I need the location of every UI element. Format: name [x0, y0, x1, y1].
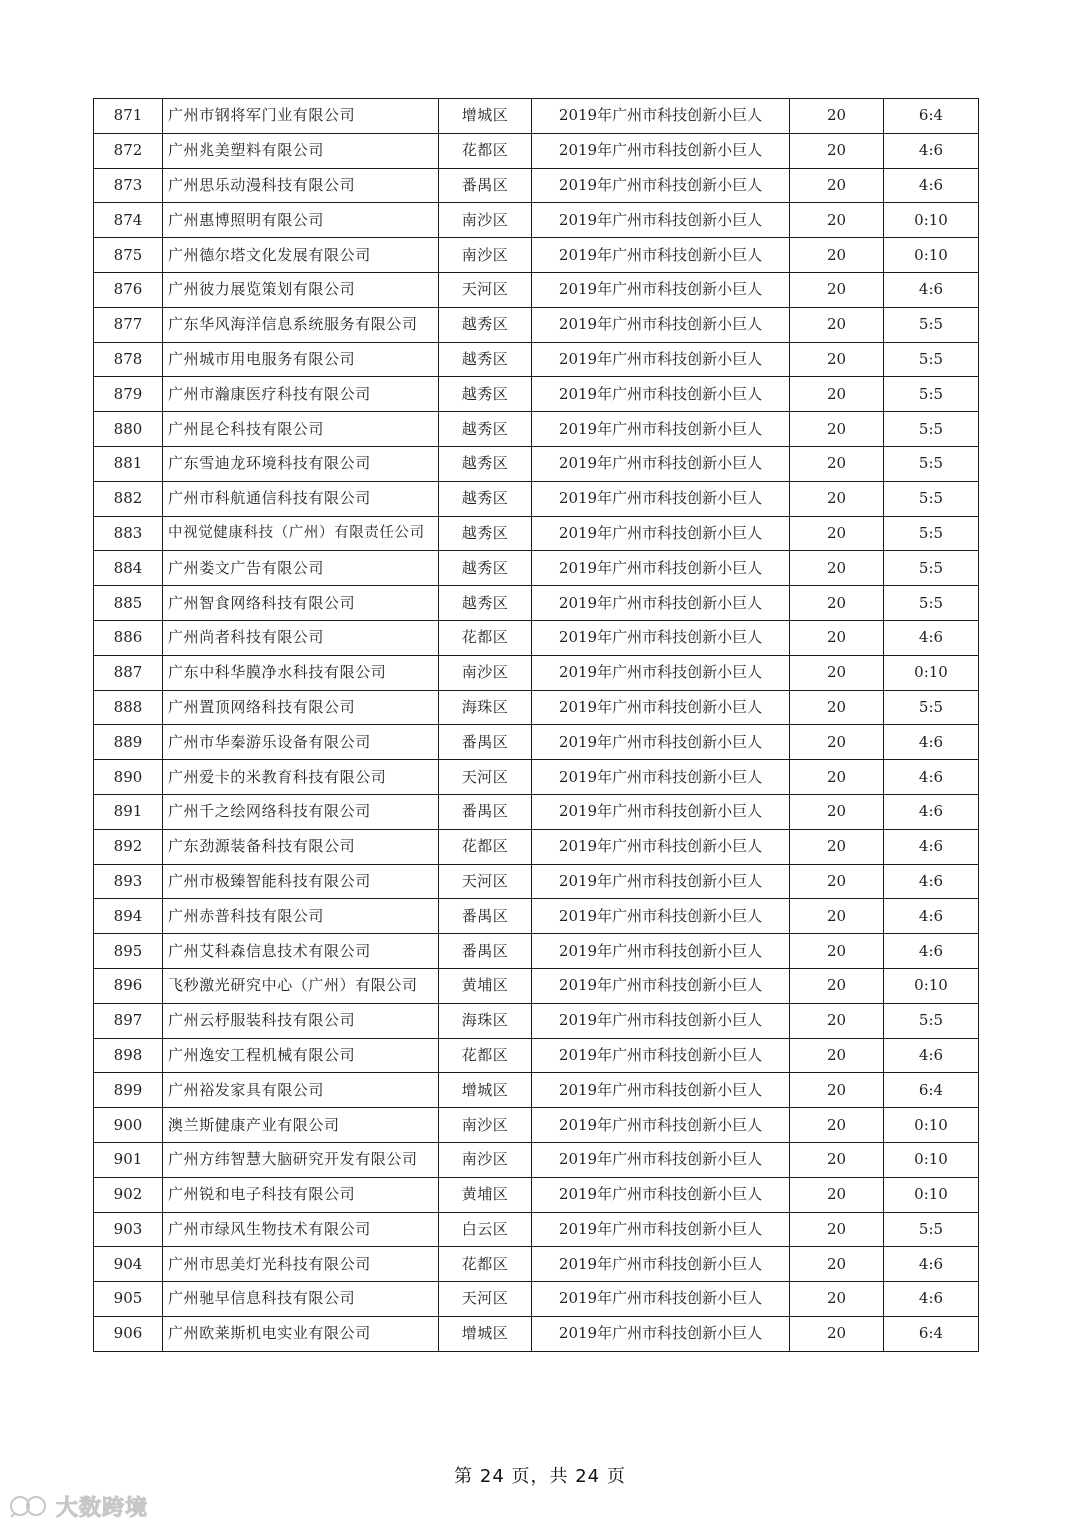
- row-number-cell: 901: [94, 1142, 163, 1177]
- funding-amount-cell: 20: [790, 1038, 884, 1073]
- row-number-cell: 879: [94, 377, 163, 412]
- funding-ratio-cell: 4:6: [884, 794, 979, 829]
- district-cell: 番禺区: [439, 725, 532, 760]
- district-cell: 南沙区: [439, 1142, 532, 1177]
- funding-ratio-cell: 4:6: [884, 272, 979, 307]
- funding-ratio-cell: 5:5: [884, 1212, 979, 1247]
- award-title-cell: 2019年广州市科技创新小巨人: [532, 968, 790, 1003]
- funding-ratio-cell: 4:6: [884, 760, 979, 795]
- row-number-cell: 881: [94, 446, 163, 481]
- table-body: [94, 99, 979, 1352]
- company-name-cell: 广州市思美灯光科技有限公司: [163, 1247, 439, 1282]
- funding-amount-cell: 20: [790, 133, 884, 168]
- company-name-cell: 飞秒激光研究中心（广州）有限公司: [163, 968, 439, 1003]
- row-number-cell: 906: [94, 1316, 163, 1351]
- district-cell: 南沙区: [439, 1108, 532, 1143]
- company-name-cell: 澳兰斯健康产业有限公司: [163, 1108, 439, 1143]
- row-number-cell: 902: [94, 1177, 163, 1212]
- company-name-cell: 广东华风海洋信息系统服务有限公司: [163, 307, 439, 342]
- award-title-cell: 2019年广州市科技创新小巨人: [532, 760, 790, 795]
- row-number-cell: 875: [94, 238, 163, 273]
- district-cell: 越秀区: [439, 516, 532, 551]
- row-number-cell: 873: [94, 168, 163, 203]
- award-title-cell: 2019年广州市科技创新小巨人: [532, 1212, 790, 1247]
- row-number-cell: 894: [94, 899, 163, 934]
- award-title-cell: 2019年广州市科技创新小巨人: [532, 1073, 790, 1108]
- page-footer: [0, 1462, 1080, 1488]
- award-title-cell: 2019年广州市科技创新小巨人: [532, 307, 790, 342]
- award-title-cell: 2019年广州市科技创新小巨人: [532, 586, 790, 621]
- company-name-cell: 广州尚者科技有限公司: [163, 620, 439, 655]
- award-title-cell: 2019年广州市科技创新小巨人: [532, 655, 790, 690]
- funding-amount-cell: 20: [790, 342, 884, 377]
- row-number-cell: 900: [94, 1108, 163, 1143]
- table-row: [94, 133, 979, 168]
- district-cell: 南沙区: [439, 203, 532, 238]
- award-title-cell: 2019年广州市科技创新小巨人: [532, 620, 790, 655]
- district-cell: 花都区: [439, 133, 532, 168]
- funding-amount-cell: 20: [790, 272, 884, 307]
- district-cell: 黄埔区: [439, 968, 532, 1003]
- award-title-cell: 2019年广州市科技创新小巨人: [532, 829, 790, 864]
- district-cell: 白云区: [439, 1212, 532, 1247]
- table-row: [94, 238, 979, 273]
- table-row: [94, 412, 979, 447]
- row-number-cell: 886: [94, 620, 163, 655]
- award-title-cell: 2019年广州市科技创新小巨人: [532, 1142, 790, 1177]
- district-cell: 增城区: [439, 1316, 532, 1351]
- row-number-cell: 896: [94, 968, 163, 1003]
- award-title-cell: 2019年广州市科技创新小巨人: [532, 412, 790, 447]
- funding-ratio-cell: 4:6: [884, 725, 979, 760]
- table-row: [94, 1212, 979, 1247]
- company-name-cell: 广州云杼服装科技有限公司: [163, 1003, 439, 1038]
- table-row: [94, 968, 979, 1003]
- table-row: [94, 377, 979, 412]
- row-number-cell: 872: [94, 133, 163, 168]
- table-row: [94, 481, 979, 516]
- award-title-cell: 2019年广州市科技创新小巨人: [532, 1038, 790, 1073]
- award-title-cell: 2019年广州市科技创新小巨人: [532, 1003, 790, 1038]
- funding-ratio-cell: 5:5: [884, 377, 979, 412]
- award-title-cell: 2019年广州市科技创新小巨人: [532, 99, 790, 134]
- funding-amount-cell: 20: [790, 829, 884, 864]
- company-name-cell: 广州思乐动漫科技有限公司: [163, 168, 439, 203]
- award-title-cell: 2019年广州市科技创新小巨人: [532, 899, 790, 934]
- funding-amount-cell: 20: [790, 1316, 884, 1351]
- row-number-cell: 899: [94, 1073, 163, 1108]
- funding-amount-cell: 20: [790, 377, 884, 412]
- award-title-cell: 2019年广州市科技创新小巨人: [532, 1177, 790, 1212]
- award-title-cell: 2019年广州市科技创新小巨人: [532, 377, 790, 412]
- funding-ratio-cell: 4:6: [884, 934, 979, 969]
- funding-amount-cell: 20: [790, 899, 884, 934]
- company-name-cell: 广州裕发家具有限公司: [163, 1073, 439, 1108]
- district-cell: 花都区: [439, 1247, 532, 1282]
- table-row: [94, 1247, 979, 1282]
- company-name-cell: 广州城市用电服务有限公司: [163, 342, 439, 377]
- company-name-cell: 广东劲源装备科技有限公司: [163, 829, 439, 864]
- table-row: [94, 760, 979, 795]
- row-number-cell: 876: [94, 272, 163, 307]
- funding-ratio-cell: 0:10: [884, 203, 979, 238]
- table-row: [94, 934, 979, 969]
- funding-amount-cell: 20: [790, 516, 884, 551]
- row-number-cell: 878: [94, 342, 163, 377]
- award-title-cell: 2019年广州市科技创新小巨人: [532, 864, 790, 899]
- company-name-cell: 广州彼力展览策划有限公司: [163, 272, 439, 307]
- row-number-cell: 887: [94, 655, 163, 690]
- table-row: [94, 203, 979, 238]
- award-title-cell: 2019年广州市科技创新小巨人: [532, 342, 790, 377]
- award-title-cell: 2019年广州市科技创新小巨人: [532, 794, 790, 829]
- row-number-cell: 898: [94, 1038, 163, 1073]
- district-cell: 南沙区: [439, 655, 532, 690]
- table-row: [94, 307, 979, 342]
- company-name-cell: 广州德尔塔文化发展有限公司: [163, 238, 439, 273]
- funding-amount-cell: 20: [790, 481, 884, 516]
- district-cell: 越秀区: [439, 307, 532, 342]
- company-name-cell: 中视觉健康科技（广州）有限责任公司: [163, 516, 439, 551]
- table-row: [94, 1073, 979, 1108]
- company-name-cell: 广州昆仑科技有限公司: [163, 412, 439, 447]
- award-title-cell: 2019年广州市科技创新小巨人: [532, 446, 790, 481]
- table-row: [94, 725, 979, 760]
- award-title-cell: 2019年广州市科技创新小巨人: [532, 272, 790, 307]
- funding-ratio-cell: 6:4: [884, 99, 979, 134]
- company-name-cell: 广州逸安工程机械有限公司: [163, 1038, 439, 1073]
- table-row: [94, 1108, 979, 1143]
- company-name-cell: 广州惠博照明有限公司: [163, 203, 439, 238]
- district-cell: 增城区: [439, 99, 532, 134]
- funding-ratio-cell: 5:5: [884, 690, 979, 725]
- district-cell: 天河区: [439, 864, 532, 899]
- company-name-cell: 广州艾科森信息技术有限公司: [163, 934, 439, 969]
- funding-ratio-cell: 5:5: [884, 1003, 979, 1038]
- company-name-cell: 广州驰早信息科技有限公司: [163, 1282, 439, 1317]
- funding-amount-cell: 20: [790, 760, 884, 795]
- enterprise-list-table: [93, 98, 979, 1352]
- row-number-cell: 888: [94, 690, 163, 725]
- row-number-cell: 883: [94, 516, 163, 551]
- district-cell: 番禺区: [439, 794, 532, 829]
- district-cell: 海珠区: [439, 1003, 532, 1038]
- award-title-cell: 2019年广州市科技创新小巨人: [532, 1282, 790, 1317]
- company-name-cell: 广州市绿风生物技术有限公司: [163, 1212, 439, 1247]
- district-cell: 天河区: [439, 272, 532, 307]
- company-name-cell: 广州千之绘网络科技有限公司: [163, 794, 439, 829]
- award-title-cell: 2019年广州市科技创新小巨人: [532, 934, 790, 969]
- district-cell: 番禺区: [439, 934, 532, 969]
- row-number-cell: 897: [94, 1003, 163, 1038]
- table-row: [94, 99, 979, 134]
- funding-ratio-cell: 0:10: [884, 1177, 979, 1212]
- row-number-cell: 891: [94, 794, 163, 829]
- table-row: [94, 1003, 979, 1038]
- award-title-cell: 2019年广州市科技创新小巨人: [532, 516, 790, 551]
- table-row: [94, 899, 979, 934]
- funding-amount-cell: 20: [790, 1108, 884, 1143]
- funding-ratio-cell: 5:5: [884, 481, 979, 516]
- row-number-cell: 884: [94, 551, 163, 586]
- district-cell: 越秀区: [439, 481, 532, 516]
- company-name-cell: 广州欧莱斯机电实业有限公司: [163, 1316, 439, 1351]
- funding-amount-cell: 20: [790, 238, 884, 273]
- row-number-cell: 874: [94, 203, 163, 238]
- funding-amount-cell: 20: [790, 1247, 884, 1282]
- table-row: [94, 1142, 979, 1177]
- table-row: [94, 829, 979, 864]
- funding-amount-cell: 20: [790, 934, 884, 969]
- funding-amount-cell: 20: [790, 655, 884, 690]
- district-cell: 越秀区: [439, 342, 532, 377]
- funding-amount-cell: 20: [790, 690, 884, 725]
- district-cell: 花都区: [439, 1038, 532, 1073]
- funding-ratio-cell: 5:5: [884, 307, 979, 342]
- funding-ratio-cell: 4:6: [884, 620, 979, 655]
- award-title-cell: 2019年广州市科技创新小巨人: [532, 690, 790, 725]
- district-cell: 越秀区: [439, 586, 532, 621]
- funding-amount-cell: 20: [790, 794, 884, 829]
- table-row: [94, 1282, 979, 1317]
- table-row: [94, 655, 979, 690]
- funding-amount-cell: 20: [790, 168, 884, 203]
- table-row: [94, 1316, 979, 1351]
- district-cell: 番禺区: [439, 168, 532, 203]
- funding-ratio-cell: 5:5: [884, 446, 979, 481]
- district-cell: 越秀区: [439, 412, 532, 447]
- company-name-cell: 广州市钢将军门业有限公司: [163, 99, 439, 134]
- funding-ratio-cell: 4:6: [884, 168, 979, 203]
- funding-amount-cell: 20: [790, 307, 884, 342]
- row-number-cell: 877: [94, 307, 163, 342]
- company-name-cell: 广州爱卡的米教育科技有限公司: [163, 760, 439, 795]
- row-number-cell: 880: [94, 412, 163, 447]
- row-number-cell: 892: [94, 829, 163, 864]
- funding-amount-cell: 20: [790, 1212, 884, 1247]
- funding-ratio-cell: 5:5: [884, 412, 979, 447]
- row-number-cell: 882: [94, 481, 163, 516]
- district-cell: 南沙区: [439, 238, 532, 273]
- funding-ratio-cell: 4:6: [884, 1247, 979, 1282]
- district-cell: 花都区: [439, 829, 532, 864]
- funding-ratio-cell: 6:4: [884, 1073, 979, 1108]
- award-title-cell: 2019年广州市科技创新小巨人: [532, 203, 790, 238]
- company-name-cell: 广州市极臻智能科技有限公司: [163, 864, 439, 899]
- funding-ratio-cell: 5:5: [884, 551, 979, 586]
- row-number-cell: 904: [94, 1247, 163, 1282]
- watermark-text: 大数跨境: [56, 1495, 149, 1521]
- row-number-cell: 895: [94, 934, 163, 969]
- company-name-cell: 广州智食网络科技有限公司: [163, 586, 439, 621]
- funding-amount-cell: 20: [790, 725, 884, 760]
- table-row: [94, 516, 979, 551]
- award-title-cell: 2019年广州市科技创新小巨人: [532, 238, 790, 273]
- district-cell: 天河区: [439, 760, 532, 795]
- table-row: [94, 620, 979, 655]
- funding-amount-cell: 20: [790, 1073, 884, 1108]
- award-title-cell: 2019年广州市科技创新小巨人: [532, 1247, 790, 1282]
- funding-amount-cell: 20: [790, 586, 884, 621]
- row-number-cell: 903: [94, 1212, 163, 1247]
- district-cell: 黄埔区: [439, 1177, 532, 1212]
- funding-ratio-cell: 0:10: [884, 655, 979, 690]
- table-row: [94, 551, 979, 586]
- funding-ratio-cell: 6:4: [884, 1316, 979, 1351]
- funding-amount-cell: 20: [790, 99, 884, 134]
- award-title-cell: 2019年广州市科技创新小巨人: [532, 1108, 790, 1143]
- row-number-cell: 905: [94, 1282, 163, 1317]
- company-name-cell: 广州兆美塑料有限公司: [163, 133, 439, 168]
- funding-amount-cell: 20: [790, 446, 884, 481]
- award-title-cell: 2019年广州市科技创新小巨人: [532, 168, 790, 203]
- watermark: [8, 1492, 148, 1520]
- page-number-label: 第 24 页，共 24 页: [454, 1466, 626, 1487]
- table-row: [94, 1038, 979, 1073]
- funding-amount-cell: 20: [790, 1142, 884, 1177]
- company-name-cell: 广州置顶网络科技有限公司: [163, 690, 439, 725]
- funding-amount-cell: 20: [790, 1282, 884, 1317]
- row-number-cell: 893: [94, 864, 163, 899]
- logo-icon: [8, 1494, 50, 1518]
- funding-amount-cell: 20: [790, 968, 884, 1003]
- funding-amount-cell: 20: [790, 864, 884, 899]
- company-name-cell: 广东雪迪龙环境科技有限公司: [163, 446, 439, 481]
- company-name-cell: 广州市科航通信科技有限公司: [163, 481, 439, 516]
- company-name-cell: 广州方纬智慧大脑研究开发有限公司: [163, 1142, 439, 1177]
- funding-amount-cell: 20: [790, 551, 884, 586]
- funding-ratio-cell: 4:6: [884, 133, 979, 168]
- company-name-cell: 广州赤普科技有限公司: [163, 899, 439, 934]
- district-cell: 天河区: [439, 1282, 532, 1317]
- district-cell: 花都区: [439, 620, 532, 655]
- row-number-cell: 871: [94, 99, 163, 134]
- row-number-cell: 889: [94, 725, 163, 760]
- funding-ratio-cell: 4:6: [884, 899, 979, 934]
- table-row: [94, 1177, 979, 1212]
- company-name-cell: 广州市华秦游乐设备有限公司: [163, 725, 439, 760]
- funding-ratio-cell: 0:10: [884, 238, 979, 273]
- funding-amount-cell: 20: [790, 620, 884, 655]
- table-row: [94, 586, 979, 621]
- company-name-cell: 广东中科华膜净水科技有限公司: [163, 655, 439, 690]
- funding-ratio-cell: 4:6: [884, 1282, 979, 1317]
- table-row: [94, 342, 979, 377]
- funding-ratio-cell: 4:6: [884, 1038, 979, 1073]
- row-number-cell: 890: [94, 760, 163, 795]
- funding-amount-cell: 20: [790, 1177, 884, 1212]
- company-name-cell: 广州锐和电子科技有限公司: [163, 1177, 439, 1212]
- district-cell: 番禺区: [439, 899, 532, 934]
- district-cell: 越秀区: [439, 377, 532, 412]
- funding-amount-cell: 20: [790, 412, 884, 447]
- funding-ratio-cell: 5:5: [884, 516, 979, 551]
- funding-ratio-cell: 4:6: [884, 864, 979, 899]
- award-title-cell: 2019年广州市科技创新小巨人: [532, 551, 790, 586]
- funding-ratio-cell: 5:5: [884, 586, 979, 621]
- district-cell: 越秀区: [439, 446, 532, 481]
- award-title-cell: 2019年广州市科技创新小巨人: [532, 133, 790, 168]
- funding-ratio-cell: 5:5: [884, 342, 979, 377]
- table-row: [94, 272, 979, 307]
- table-row: [94, 168, 979, 203]
- funding-amount-cell: 20: [790, 1003, 884, 1038]
- company-name-cell: 广州市瀚康医疗科技有限公司: [163, 377, 439, 412]
- award-title-cell: 2019年广州市科技创新小巨人: [532, 481, 790, 516]
- table-row: [94, 864, 979, 899]
- table-row: [94, 690, 979, 725]
- table-row: [94, 446, 979, 481]
- row-number-cell: 885: [94, 586, 163, 621]
- funding-ratio-cell: 0:10: [884, 1108, 979, 1143]
- funding-ratio-cell: 0:10: [884, 968, 979, 1003]
- district-cell: 增城区: [439, 1073, 532, 1108]
- funding-ratio-cell: 4:6: [884, 829, 979, 864]
- award-title-cell: 2019年广州市科技创新小巨人: [532, 725, 790, 760]
- district-cell: 海珠区: [439, 690, 532, 725]
- funding-amount-cell: 20: [790, 203, 884, 238]
- table-row: [94, 794, 979, 829]
- district-cell: 越秀区: [439, 551, 532, 586]
- company-name-cell: 广州娄文广告有限公司: [163, 551, 439, 586]
- award-title-cell: 2019年广州市科技创新小巨人: [532, 1316, 790, 1351]
- funding-ratio-cell: 0:10: [884, 1142, 979, 1177]
